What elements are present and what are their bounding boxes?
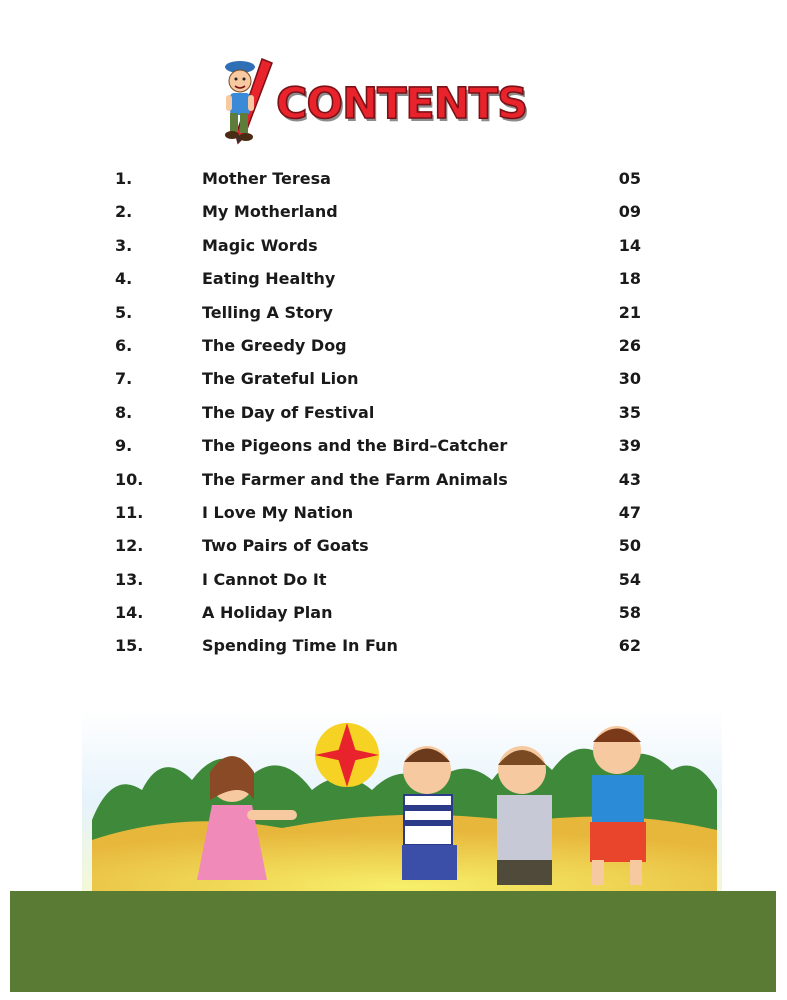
chapter-page-number: 43	[618, 469, 641, 489]
chapter-number: 9.	[115, 436, 133, 456]
chapter-number: 8.	[115, 402, 133, 422]
chapter-title: Mother Teresa	[202, 169, 331, 188]
toc-row	[115, 333, 641, 366]
chapter-title: The Farmer and the Farm Animals	[202, 469, 508, 489]
chapter-page-number: 26	[618, 335, 641, 355]
children-playing-ball-illustration-icon	[82, 710, 722, 895]
chapter-number: 15.	[115, 636, 144, 656]
chapter-number: 2.	[115, 202, 133, 222]
chapter-page-number: 54	[618, 569, 641, 589]
chapter-number: 3.	[115, 235, 133, 255]
chapter-number: 11.	[115, 502, 144, 522]
page-title: CONTENTS	[276, 79, 528, 129]
chapter-page-number: 14	[618, 235, 641, 255]
contents-list	[115, 166, 641, 667]
chapter-title: Telling A Story	[202, 302, 333, 322]
chapter-number: 14.	[115, 603, 144, 623]
toc-row	[115, 533, 641, 566]
chapter-number: 6.	[115, 335, 133, 355]
chapter-number: 1.	[115, 169, 133, 188]
chapter-page-number: 39	[618, 436, 641, 456]
chapter-title: The Day of Festival	[202, 402, 375, 422]
chapter-page-number: 58	[618, 603, 641, 623]
toc-row	[115, 433, 641, 466]
chapter-title: I Love My Nation	[202, 502, 354, 522]
chapter-title: The Pigeons and the Bird–Catcher	[202, 436, 508, 456]
toc-row	[115, 467, 641, 500]
chapter-page-number: 47	[618, 502, 641, 522]
toc-row	[115, 166, 641, 199]
chapter-number: 4.	[115, 269, 133, 289]
chapter-title: A Holiday Plan	[202, 603, 333, 623]
chapter-number: 12.	[115, 536, 144, 556]
chapter-title: My Motherland	[202, 202, 338, 222]
pencil-boy-mascot-icon	[218, 55, 280, 145]
chapter-page-number: 18	[618, 269, 641, 289]
chapter-page-number: 05	[618, 169, 641, 188]
chapter-page-number: 09	[618, 202, 641, 222]
toc-row	[115, 233, 641, 266]
toc-row	[115, 300, 641, 333]
chapter-number: 7.	[115, 369, 133, 389]
chapter-page-number: 50	[618, 536, 641, 556]
chapter-title: Two Pairs of Goats	[202, 536, 369, 556]
chapter-title: I Cannot Do It	[202, 569, 327, 589]
chapter-title: The Grateful Lion	[202, 369, 359, 389]
chapter-title: Magic Words	[202, 235, 318, 255]
toc-row	[115, 366, 641, 399]
toc-row	[115, 199, 641, 232]
chapter-page-number: 21	[618, 302, 641, 322]
toc-row	[115, 400, 641, 433]
chapter-number: 10.	[115, 469, 144, 489]
chapter-title: The Greedy Dog	[202, 335, 347, 355]
chapter-number: 5.	[115, 302, 133, 322]
chapter-number: 13.	[115, 569, 144, 589]
toc-row	[115, 500, 641, 533]
toc-row	[115, 567, 641, 600]
toc-row	[115, 266, 641, 299]
chapter-title: Spending Time In Fun	[202, 636, 398, 656]
chapter-page-number: 35	[618, 402, 641, 422]
toc-row	[115, 633, 641, 666]
chapter-page-number: 62	[618, 636, 641, 656]
chapter-page-number: 30	[618, 369, 641, 389]
contents-header	[218, 55, 538, 145]
footer-band	[10, 891, 776, 992]
toc-row	[115, 600, 641, 633]
chapter-title: Eating Healthy	[202, 269, 336, 289]
